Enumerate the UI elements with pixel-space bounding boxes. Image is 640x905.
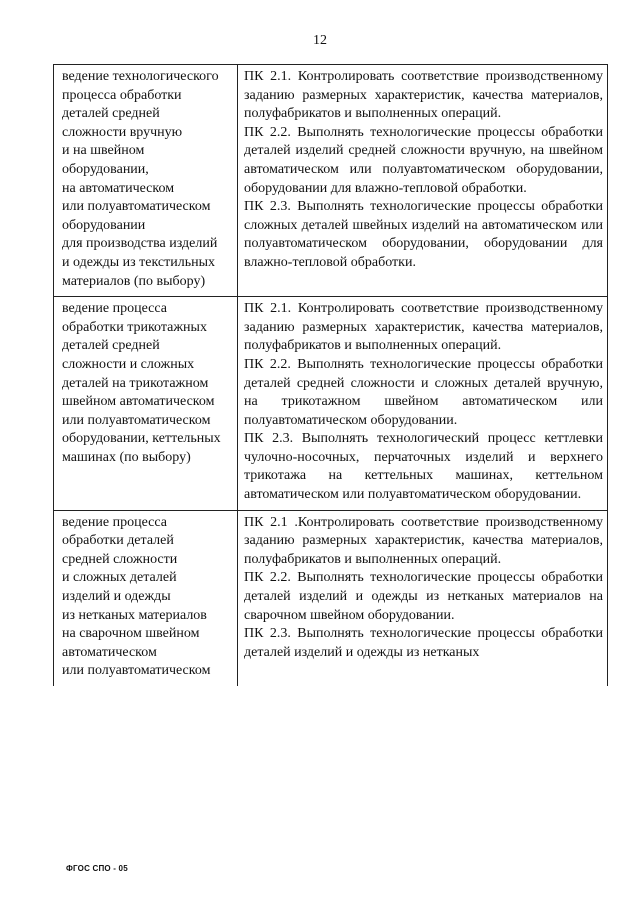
activity-cell bbox=[54, 510, 238, 686]
activity-line: швейном автоматическом bbox=[62, 394, 215, 410]
activity-line: автоматическом bbox=[62, 644, 157, 660]
activity-line: процесса обработки bbox=[62, 87, 182, 103]
competencies-cell bbox=[238, 65, 608, 297]
activity-line: материалов (по выбору) bbox=[62, 273, 206, 289]
footer-standard-code: ФГОС СПО - 05 bbox=[66, 864, 128, 873]
activity-line: ведение технологического bbox=[62, 69, 219, 84]
activity-line: или полуавтоматическом bbox=[62, 663, 211, 679]
activity-line: для производства изделий bbox=[62, 236, 218, 252]
activity-line: на сварочном швейном bbox=[62, 626, 200, 642]
activity-line: или полуавтоматическом bbox=[62, 199, 211, 215]
activity-cell bbox=[54, 65, 238, 297]
activity-line: и одежды из текстильных bbox=[62, 254, 216, 270]
activity-line: сложности вручную bbox=[62, 124, 183, 140]
activity-line: обработки трикотажных bbox=[62, 319, 207, 335]
competencies-cell bbox=[238, 510, 608, 686]
activity-line: обработки деталей bbox=[62, 533, 174, 549]
competency-pk-2-1: ПК 2.1. Контролировать соответствие производственному заданию размерных характеристик, качества материалов, полуфабрикатов и выполненных операций. bbox=[244, 301, 603, 354]
competency-pk-2-2: ПК 2.2. Выполнять технологические процессы обработки деталей изделий и одежды из нетканых материалов на сварочном швейном оборудовании. bbox=[244, 570, 603, 623]
competencies-cell bbox=[238, 297, 608, 511]
activity-line: ведение процесса bbox=[62, 514, 167, 530]
page-number: 12 bbox=[313, 33, 327, 48]
competency-pk-2-3: ПК 2.3. Выполнять технологические процессы обработки сложных деталей швейных изделий на автоматическом или полуавтоматическом оборудовании, оборудовании для влажно-тепловой обработки. bbox=[244, 199, 603, 270]
activity-line: деталей средней bbox=[62, 338, 160, 354]
competency-pk-2-3: ПК 2.3. Выполнять технологические процессы обработки деталей изделий и одежды из нетканых bbox=[244, 626, 603, 660]
table-row bbox=[54, 510, 608, 686]
competency-pk-2-1: ПК 2.1 .Контролировать соответствие производственному заданию размерных характеристик, качества материалов, полуфабрикатов и выполненных операций. bbox=[244, 514, 603, 567]
table-row bbox=[54, 297, 608, 511]
activity-line: или полуавтоматическом bbox=[62, 412, 211, 428]
competency-pk-2-2: ПК 2.2. Выполнять технологические процессы обработки деталей изделий средней сложности вручную, на швейном автоматическом или полуавтоматическом оборудовании, оборудовании для влажно-тепловой обработки. bbox=[244, 124, 603, 196]
activity-line: деталей средней bbox=[62, 106, 160, 122]
activity-line: ведение процесса bbox=[62, 301, 167, 317]
activity-line: и сложных деталей bbox=[62, 570, 177, 586]
competency-pk-2-3: ПК 2.3. Выполнять технологический процесс кеттлевки чулочно-носочных, перчаточных изделий и верхнего трикотажа на кеттельных машинах, кеттельном автоматическом или полуавтоматическом оборудовании. bbox=[244, 431, 603, 503]
activity-line: из нетканых материалов bbox=[62, 607, 207, 623]
competency-table bbox=[53, 64, 608, 686]
activity-line: оборудовании, bbox=[62, 161, 149, 177]
activity-line: сложности и сложных bbox=[62, 356, 195, 372]
activity-line: изделий и одежды bbox=[62, 589, 171, 605]
activity-cell bbox=[54, 297, 238, 511]
activity-line: средней сложности bbox=[62, 551, 178, 567]
activity-line: машинах (по выбору) bbox=[62, 449, 191, 465]
activity-line: оборудовании bbox=[62, 217, 146, 233]
activity-line: деталей на трикотажном bbox=[62, 375, 209, 391]
competency-pk-2-1: ПК 2.1. Контролировать соответствие производственному заданию размерных характеристик, качества материалов, полуфабрикатов и выполненных операций. bbox=[244, 69, 603, 122]
activity-line: на автоматическом bbox=[62, 180, 175, 196]
competency-pk-2-2: ПК 2.2. Выполнять технологические процессы обработки деталей средней сложности и сложных деталей вручную, на трикотажном швейном автоматическом или полуавтоматическом оборудовании. bbox=[244, 356, 603, 428]
activity-line: и на швейном bbox=[62, 143, 145, 159]
activity-line: оборудовании, кеттельных bbox=[62, 431, 221, 447]
table-row bbox=[54, 65, 608, 297]
